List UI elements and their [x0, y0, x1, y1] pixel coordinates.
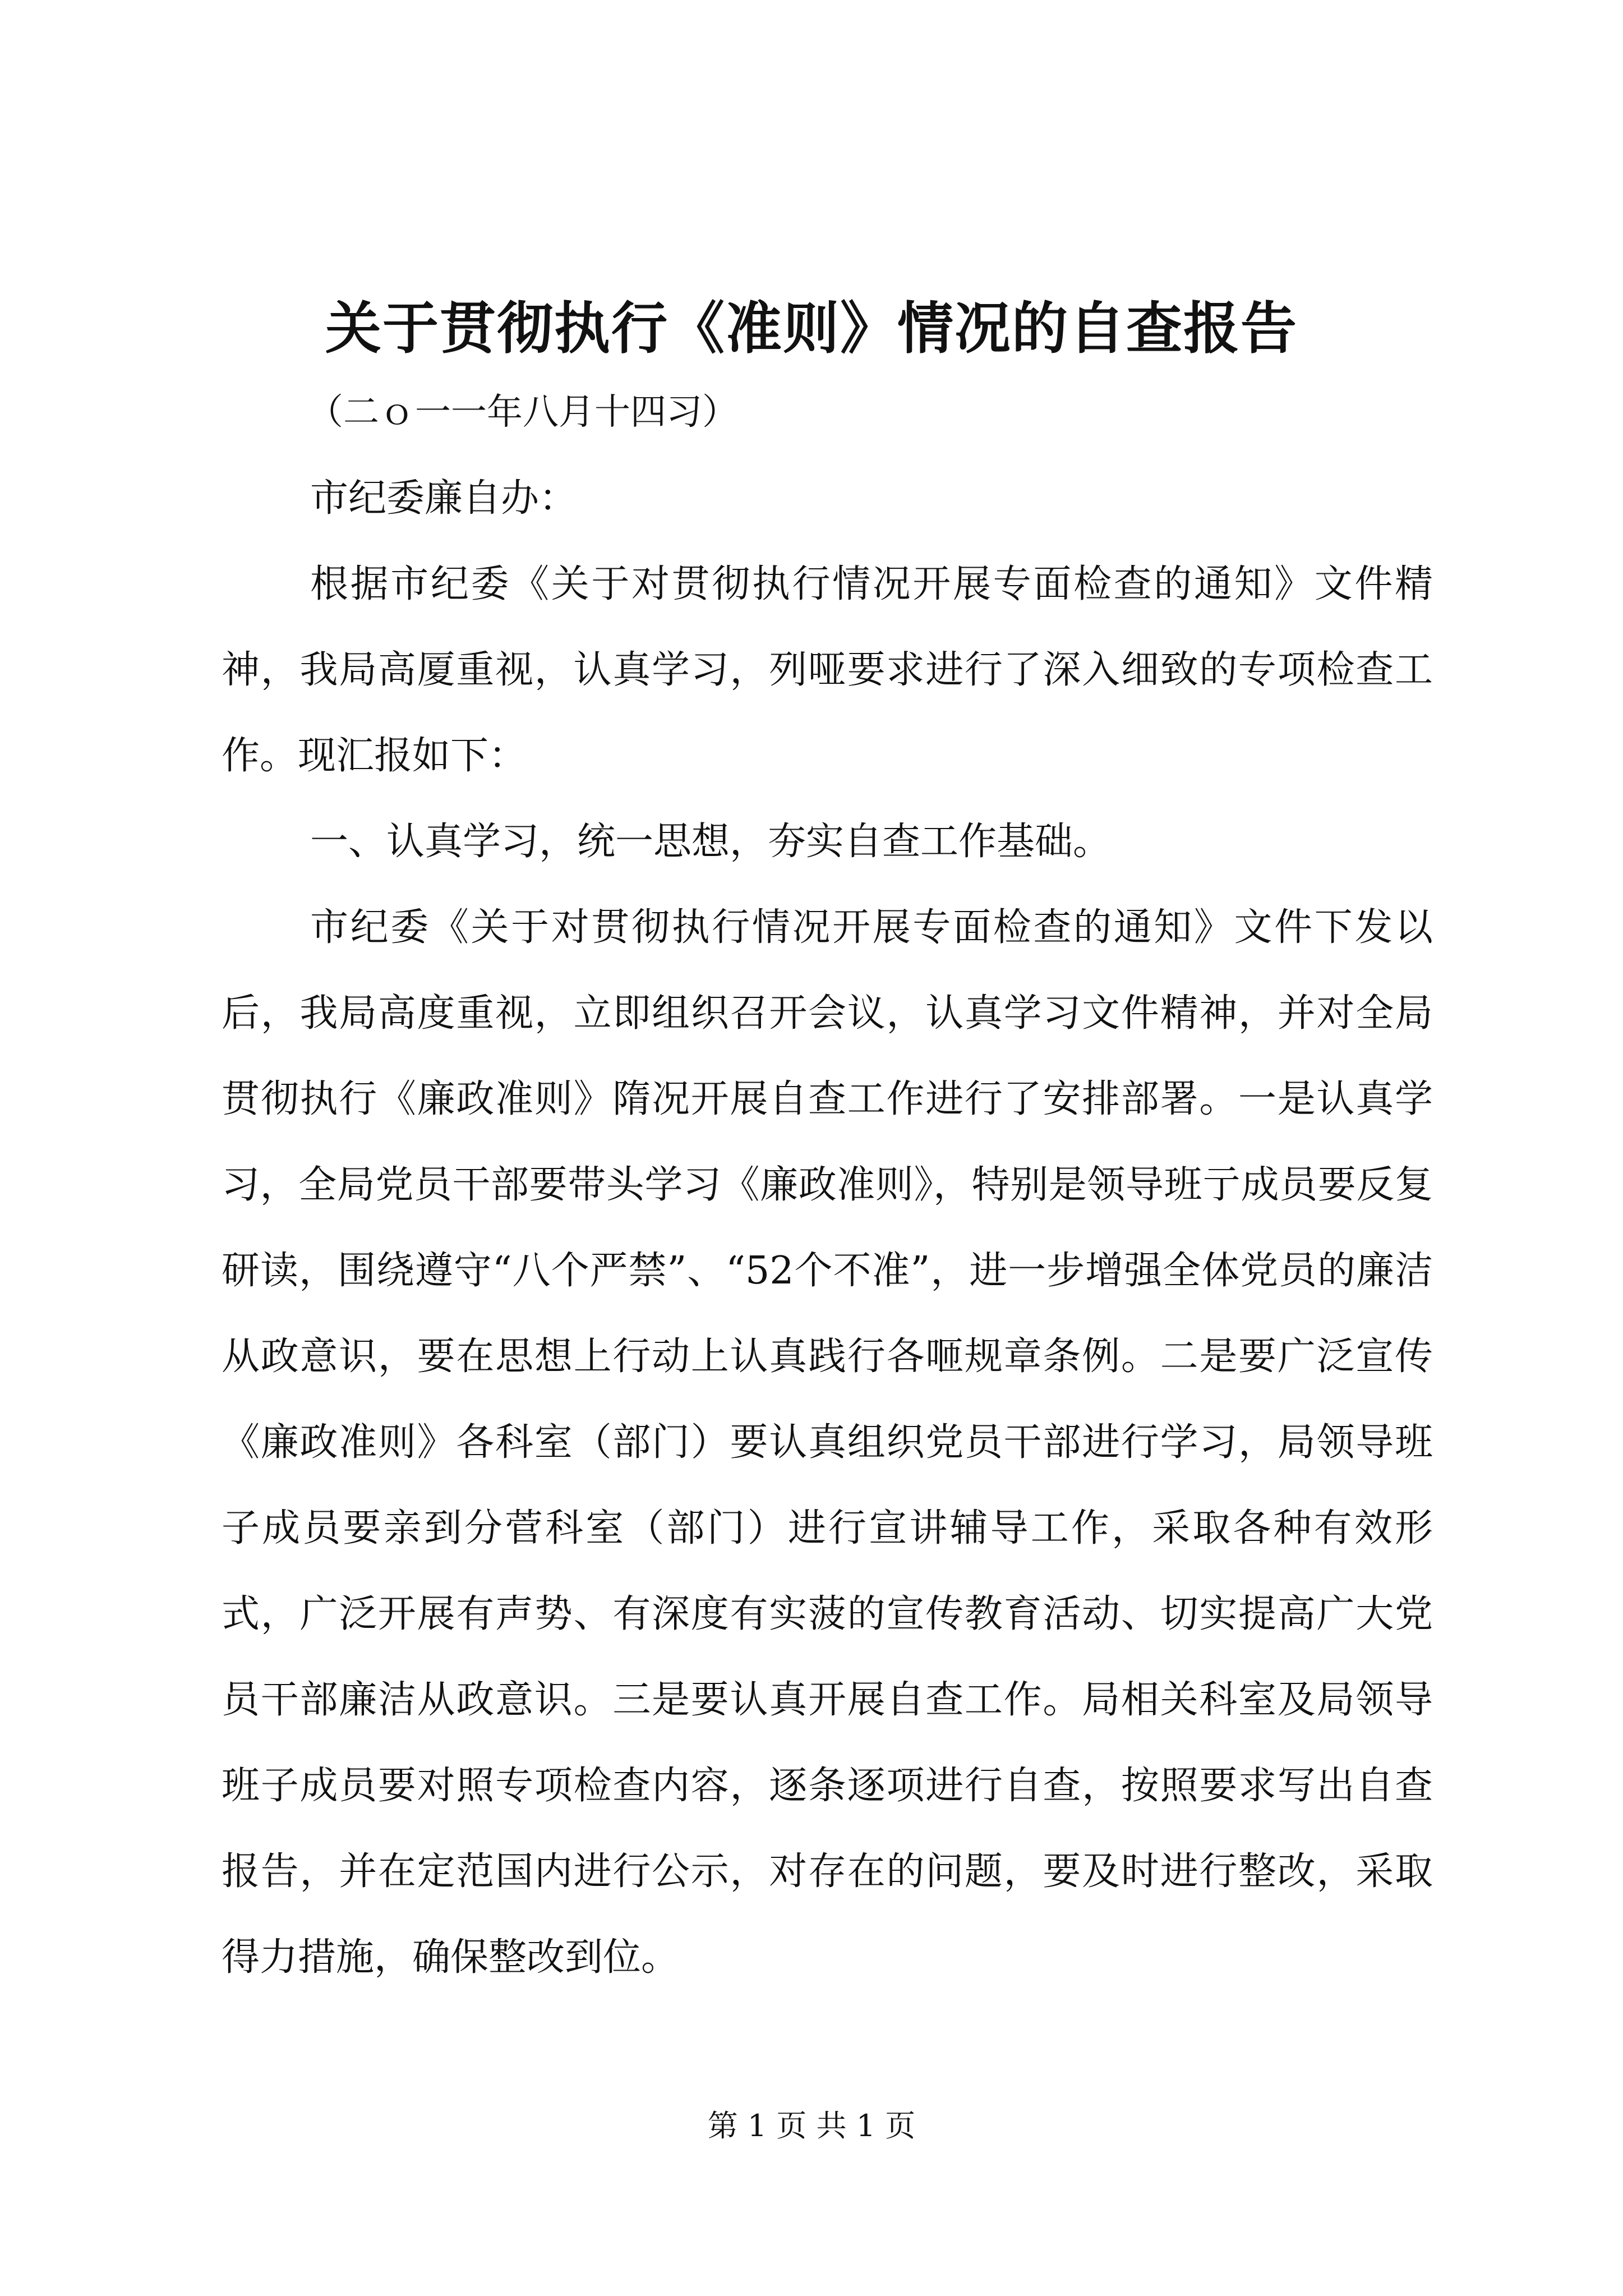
- paragraph-1: 根据市纪委《关于对贯彻执行情况开展专面检查的通知》文件精神，我局高厦重视，认真学习，列哑要求进行了深入细致的专项检查工作。现汇报如下：: [222, 562, 1433, 778]
- salutation: 市纪委廉自办：: [310, 476, 578, 521]
- page-footer: 第 1 页 共 1 页: [707, 2108, 916, 2143]
- paragraph-2: 市纪委《关于对贯彻执行情况开展专面检查的通知》文件下发以后，我局高度重视，立即组织召开会议，认真学习文件精神，并对全局贯彻执行《廉政准则》隋况开展自查工作进行了安排部署。一是认真学习，全局党员干部要带头学习《廉政准则》，特别是领导班亍成员要反复研读，围绕遵守“八个严禁”、“52个不准”，进一步增强全体党员的廉洁从政意识，要在思想上行动上认真践行各咂规章条例。二是要广泛宣传《廉政准则》各科室（部门）要认真组织党员干部进行学习，局领导班子成员要亲到分菅科室（部门）进行宣讲辅导工作，采取各种有效形式，广泛开展有声势、有深度有实菠的宣传教育活动、切实提高广大党员干部廉洁从政意识。三是要认真开展自查工作。局相关科室及局领导班子成员要对照专项检查内容，逐条逐项进行自查，按照要求写出自查报告，并在定范国内进行公示，对存在的问题，要及时进行整改，采取得力措施，确保整改到位。: [222, 905, 1433, 1980]
- document-title: 关于贯彻执行《准则》情况的自查报告: [325, 295, 1298, 361]
- document-date: （二ｏ一一年八月十四习）: [307, 392, 738, 433]
- section-heading-1: 一、认真学习，统一思想，夯实自查工作基础。: [310, 820, 1112, 864]
